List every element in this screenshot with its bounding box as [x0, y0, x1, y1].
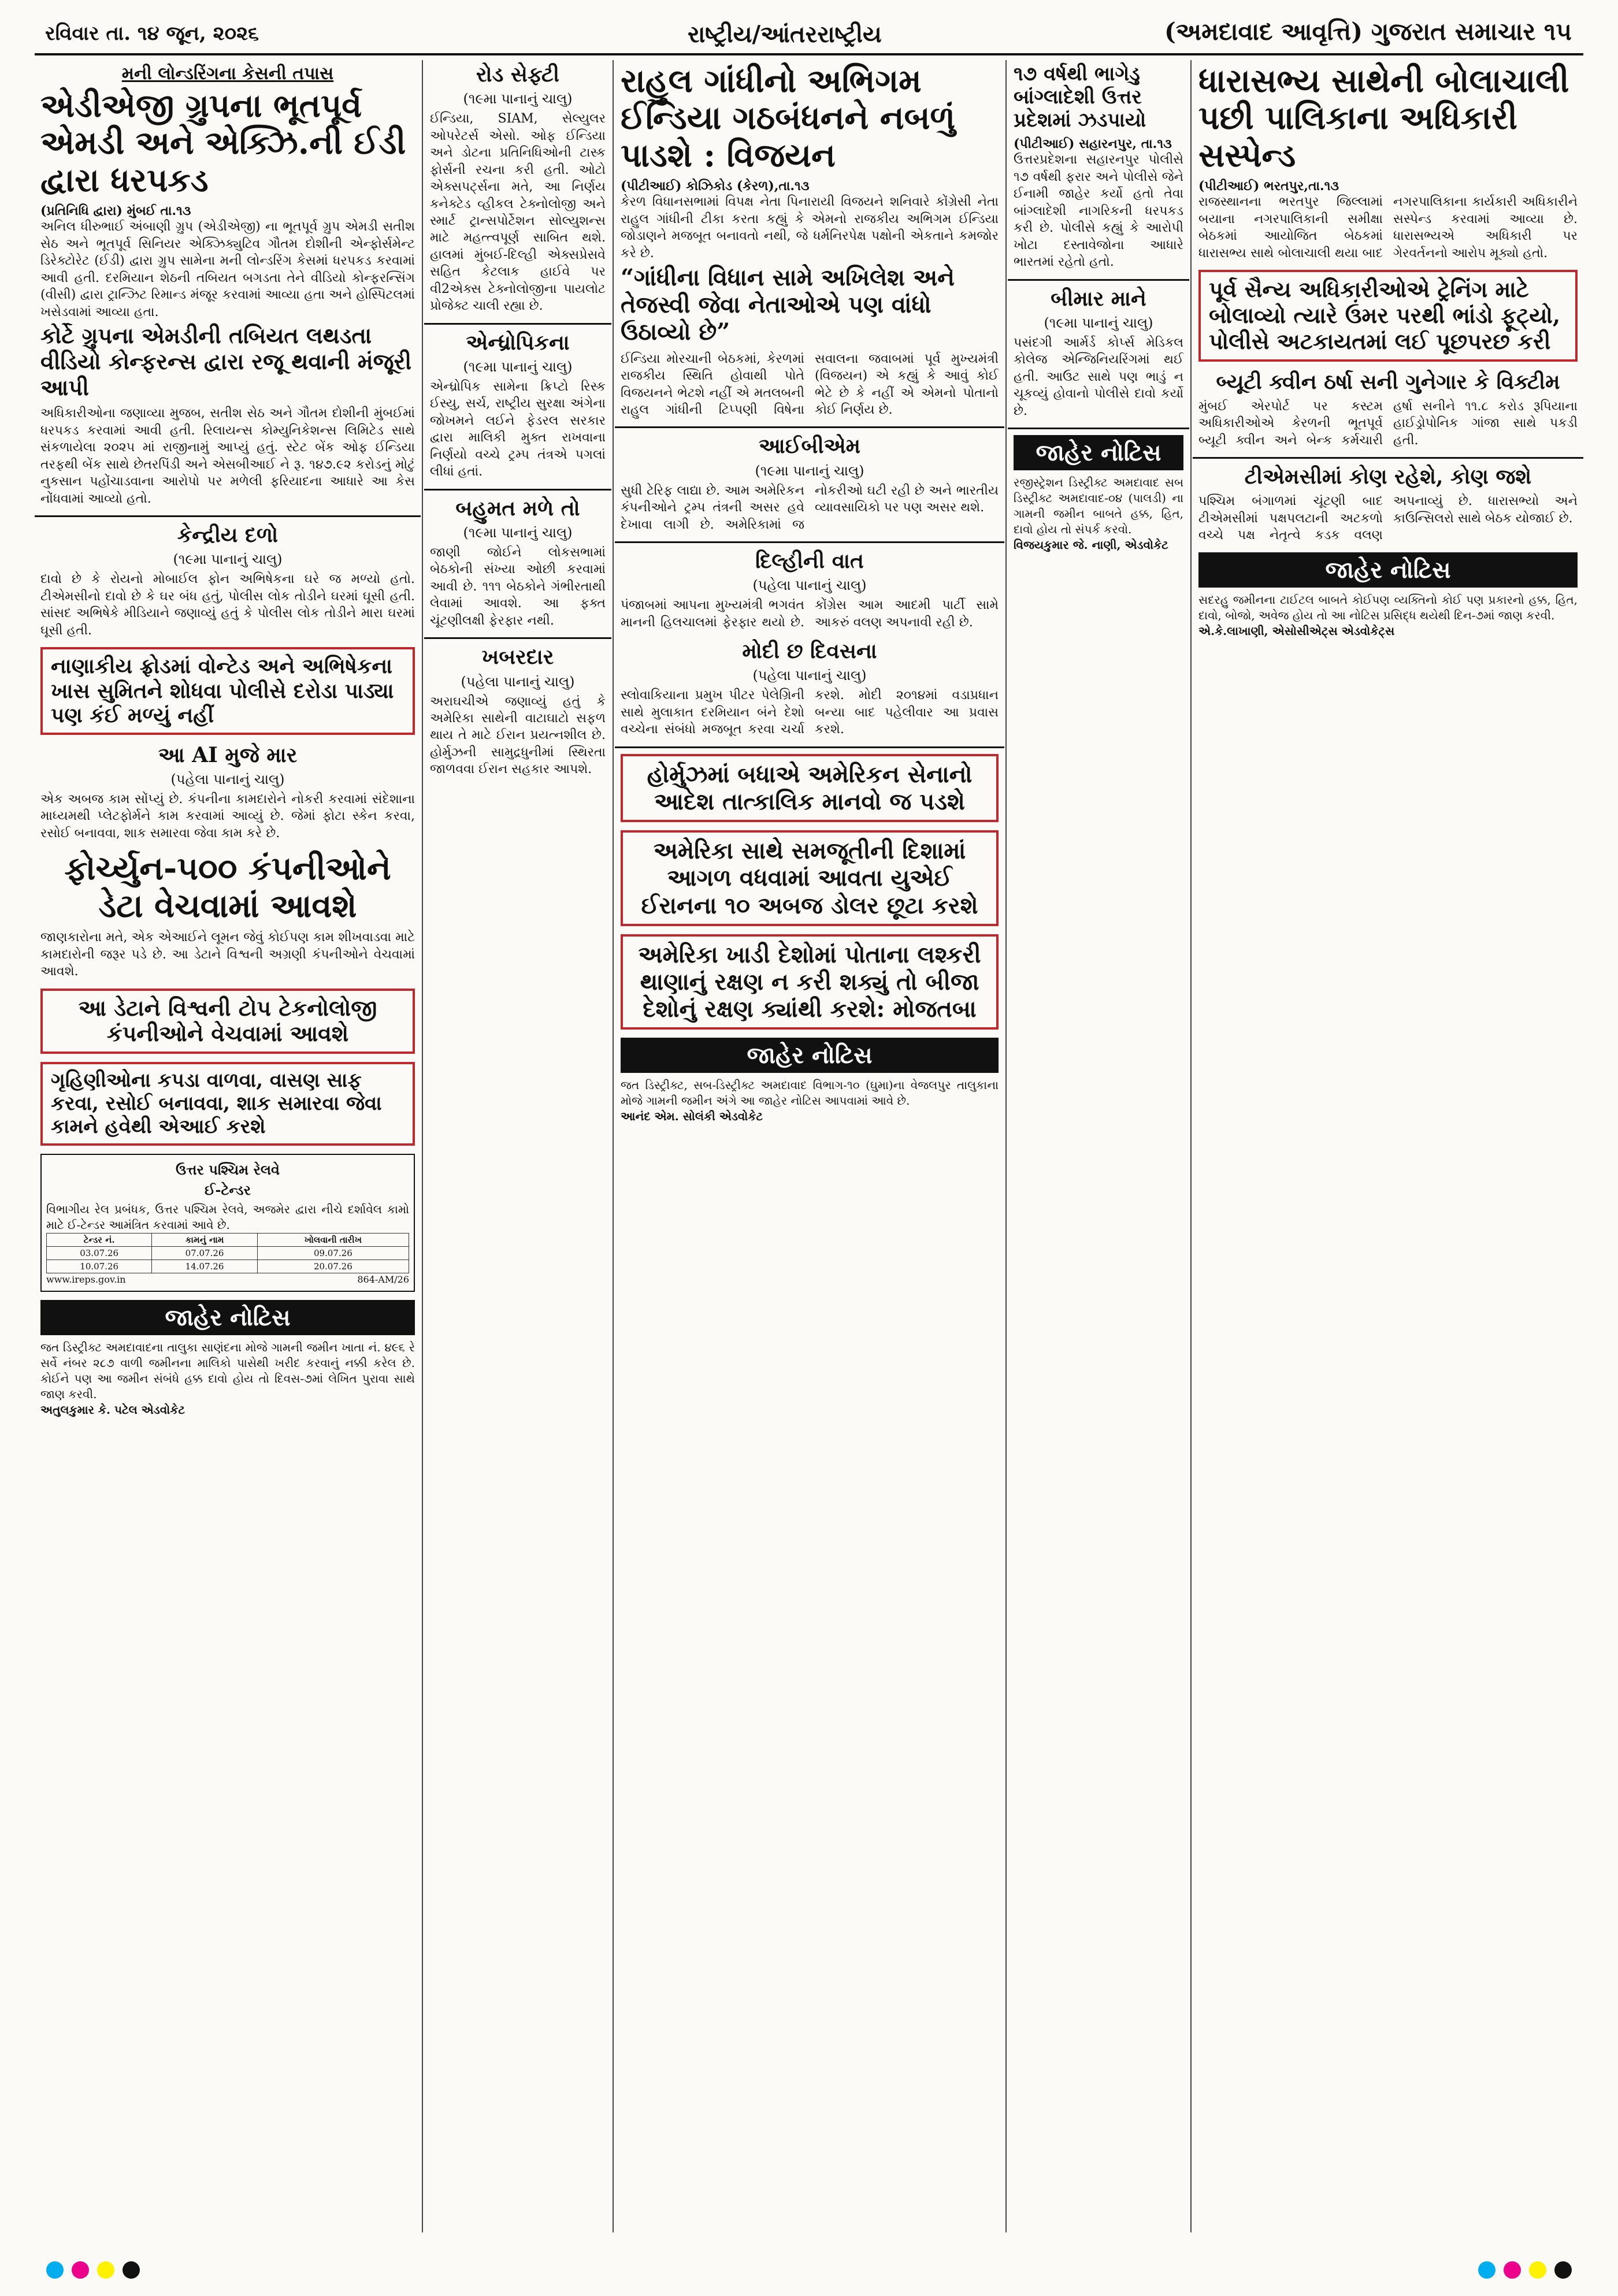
- register-dot: [97, 2261, 114, 2279]
- public-notice: [621, 1038, 999, 1124]
- headline: બીમાર માને: [1051, 286, 1146, 311]
- notice-sign: અતુલકુમાર કે. પટેલ એડવોકેટ: [40, 1402, 185, 1417]
- table-cell: 20.07.26: [257, 1260, 409, 1273]
- notice-body: જત ડિસ્ટ્રીક્ટ અમદાવાદના તાલુકા સાણંદના મોજે ગામની જમીન ખાતા નં. ૪૯૬ રે સર્વે નંબર ૨૮૭ વાળી જમીનના માલિકો પાસેથી ખરીદ કરવાનું નક્કી કરેલ છે. કોઈને પણ આ જમીન સંબંધે હક્ક દાવો હોય તો દિવસ-૭માં લેખિત પુરાવા સાથે જાણ કરવી.: [40, 1340, 415, 1401]
- box-text: ગૃહિણીઓના કપડા વાળવા, વાસણ સાફ કરવા, રસોઈ બનાવવા, શાક સમારવા જેવા કામને હવેથી એઆઈ કરશે: [51, 1069, 382, 1139]
- story-body: કેરળ વિધાનસભામાં વિપક્ષ નેતા પિનારાયી વિજયને શનિવારે કોંગ્રેસી નેતા રાહુલ ગાંધીની ટીકા કરતા કહ્યું કે એમનો રાજકીય અભિગમ ઈન્ડિયા જોડાણને મજબૂત બનાવતો નથી, જે ધર્મનિરપેક્ષ પક્ષોની એકતાને કમજોર કરે છે.: [621, 195, 999, 261]
- separator: [615, 746, 1004, 748]
- box-text: આ ડેટાને વિશ્વની ટોપ ટેકનોલોજી કંપનીઓને વેચવામાં આવશે: [78, 994, 377, 1047]
- notice-title: જાહેર નોટિસ: [621, 1038, 999, 1073]
- dateline: (પ્રતિનિધિ દ્વારા) મુંબઈ તા.૧૩: [40, 203, 191, 219]
- headline: દિલ્હીની વાત: [755, 549, 864, 574]
- headline: રોડ સેફ્ટી: [476, 62, 560, 87]
- table-header: ખોલવાની તારીખ: [257, 1234, 409, 1247]
- story-road: [430, 62, 606, 315]
- boxed-headline: [621, 934, 999, 1030]
- story-centre: [40, 523, 415, 639]
- table-cell: 09.07.26: [257, 1247, 409, 1260]
- notice-sign: એ.કે.લાખાણી, એસોસીએટ્સ એડવોકેટ્સ: [1198, 623, 1395, 638]
- dateline: (પીટીઆઈ) ભરતપુર,તા.૧૩: [1198, 179, 1339, 194]
- story-modi: [621, 639, 999, 738]
- continuation: (પહેલા પાનાનું ચાલુ): [170, 771, 285, 787]
- story-body: પંજાબમાં આપના મુખ્યમંત્રી ભગવંત માનની હિલચાલમાં ફેરફાર થયો છે. કોંગ્રેસ આમ આદમી પાર્ટી સામે આકરું વલણ અપનાવી રહી છે.: [621, 598, 999, 630]
- railway-code: 864-AM/26: [357, 1274, 409, 1286]
- story-body: ઉત્તરપ્રદેશના સહારનપુર પોલીસે ૧૭ વર્ષથી ફરાર અને પોલીસે જેને ઈનામી જાહેર કર્યો હતો તેવા બાંગ્લાદેશી નાગરિકની ધરપકડ કરી છે. પોલીસે કહ્યું કે આરોપી ખોટા દસ્તાવેજોના આધારે ભારતમાં રહેતો હતો.: [1014, 153, 1183, 270]
- headline: મોદી છ દિવસના: [742, 639, 877, 664]
- story-body: મુંબઈ એરપોર્ટ પર કસ્ટમ અધિકારીઓએ કેરળની ભૂતપૂર્વ બ્યૂટી ક્વીન અને બેન્ક કર્મચારી હર્ષા સનીને ૧૧.૮ કરોડ રૂપિયાના હાઈડ્રોપોનિક ગાંજા સાથે પકડી હતી.: [1198, 399, 1578, 448]
- notice-body: જત ડિસ્ટ્રીક્ટ, સબ-ડિસ્ટ્રીક્ટ અમદાવાદ વિભાગ-૧૦ (ઘુમા)ના વેજલપુર તાલુકાના મોજે ગામની જમીન અંગે આ જાહેર નોટિસ આપવામાં આવે છે.: [621, 1078, 999, 1108]
- header-rule: [35, 53, 1583, 55]
- railway-body: વિભાગીય રેલ પ્રબંધક, ઉત્તર પશ્ચિમ રેલવે, અજમેર દ્વારા નીચે દર્શાવેલ કામો માટે ઈ-ટેન્ડર આમંત્રિત કરવામાં આવે છે.: [46, 1202, 409, 1232]
- story-rahul: [621, 62, 999, 418]
- public-notice: [1014, 435, 1183, 553]
- column-rule: [422, 60, 423, 2232]
- separator: [424, 637, 611, 639]
- boxed-headline: [1198, 270, 1578, 361]
- story-tmc: [1198, 465, 1578, 544]
- story-body: સ્લોવાકિયાના પ્રમુખ પીટર પેલેગ્રિની સાથે મુલાકાત દરમિયાન બંને દેશો વચ્ચેના સંબંધો મજબૂત કરવા ચર્ચા કરશે. મોદી ૨૦૧૪માં વડાપ્રધાન બન્યા બાદ પહેલીવાર આ પ્રવાસ કરશે.: [621, 688, 999, 737]
- column-rule: [1190, 60, 1192, 2232]
- notice-body: રજીસ્ટ્રેશન ડિસ્ટ્રીક્ટ અમદાવાદ સબ ડિસ્ટ્રીક્ટ અમદાવાદ-૦૪ (પાલડી) ના ગામની જમીન બાબતે હક્ક, હિત, દાવો હોય તો સંપર્ક કરવો.: [1014, 475, 1183, 537]
- story-fortune: [40, 850, 415, 980]
- column-5: [1193, 60, 1583, 2232]
- register-dot: [46, 2261, 64, 2279]
- public-notice: [1198, 552, 1578, 639]
- story-body: દાવો છે કે રોયનો મોબાઈલ ફોન અભિષેકના ઘરે જ મળ્યો હતો. ટીએમસીનો દાવો છે કે ઘર બંધ હતું, પોલીસ લોક તોડીને ઘરમાં ઘૂસી હતી. સાંસદ અભિષેકે મીડિયાને જણાવ્યું હતું કે પોલીસ લોક તોડીને મારા ઘરમાં ઘૂસી હતી.: [40, 572, 415, 638]
- headline: એડીએજી ગ્રુપના ભૂતપૂર્વ એમડી અને એક્ઝિ.ની ઈડી દ્વારા ધરપકડ: [40, 87, 406, 199]
- separator: [615, 426, 1004, 428]
- registration-marks: [46, 2261, 140, 2281]
- headline: આઈબીએમ: [758, 434, 861, 459]
- public-notice: [40, 1300, 415, 1418]
- story-body: ઈન્ડિયા મોરચાની બેઠકમાં, કેરળમાં રાજકીય સ્થિતિ હોવાથી પોતે વિજયનને ભેટશે નહીં એ મતલબની રાહુલ ગાંધીની ટિપ્પણી વિષેના સવાલના જવાબમાં પૂર્વ મુખ્યમંત્રી (વિજયન) એ કહ્યું કે આવું કોઈ ભેટે છે કે નહીં એ એમનો પોતાનો કોઈ નિર્ણય છે.: [621, 351, 999, 418]
- story-body: અનિલ ધીરુભાઈ અંબાણી ગ્રુપ (એડીએજી) ના ભૂતપૂર્વ ગ્રુપ એમડી સતીશ સેઠ અને ભૂતપૂર્વ સિનિયર એક્ઝિક્યુટિવ ગૌતમ દોશીની એન્ફોર્સમેન્ટ ડિરેક્ટોરેટ (ઈડી) દ્વારા ગ્રુપ સામેના મની લોન્ડરિંગ કેસમાં ધરપકડ કરવામાં આવી હતી. દરમિયાન શેઠની તબિયત બગડતા તેને વીડિયો કોન્ફરન્સિંગ (વીસી) દ્વારા ટ્રાન્ઝિટ રિમાન્ડ મંજૂર કરવામાં આવ્યા હતા અને હોસ્પિટલમાં ખસેડવામાં આવ્યા હતા.: [40, 220, 415, 319]
- railway-table: [46, 1233, 409, 1273]
- registration-marks: [1478, 2261, 1572, 2281]
- headline: કેન્દ્રીય દળો: [177, 523, 279, 548]
- continuation: (પહેલા પાનાનું ચાલુ): [461, 673, 575, 690]
- headline: ફોર્ચ્યુન-૫૦૦ કંપનીઓને ડેટા વેચવામાં આવશે: [64, 849, 391, 925]
- notice-body: સદરહુ જમીનના ટાઈટલ બાબતે કોઈપણ વ્યક્તિનો કોઈ પણ પ્રકારનો હક્ક, હિત, દાવો, બોજો, અવેજ હોય તો આ નોટિસ પ્રસિદ્ધ થયેથી દિન-૭માં જાણ કરવી.: [1198, 592, 1578, 622]
- box-text: પૂર્વ સૈન્ય અધિકારીઓએ ટ્રેનિંગ માટે બોલાવ્યો ત્યારે ઉંમર પરથી ભાંડો ફૂટ્યો, પોલીસે અટકાયતમાં લઈ પૂછપરછ કરી: [1209, 276, 1561, 354]
- story-body: પશ્ચિમ બંગાળમાં ચૂંટણી બાદ ટીએમસીમાં પક્ષપલટાની અટકળો વચ્ચે પક્ષ નેતૃત્વે કડક વલણ અપનાવ્યું છે. ધારાસભ્યો અને કાઉન્સિલરો સાથે બેઠક યોજાઈ છે.: [1198, 494, 1578, 543]
- story-mla: [1198, 62, 1578, 262]
- continuation: (પહેલા પાનાનું ચાલુ): [752, 667, 867, 684]
- register-dot: [1529, 2261, 1546, 2279]
- railway-org: ઉત્તર પશ્ચિમ રેલવે: [176, 1161, 280, 1178]
- register-dot: [1478, 2261, 1495, 2279]
- story-ed: [40, 64, 415, 507]
- table-header: કામનું નામ: [152, 1234, 257, 1247]
- column-rule: [1005, 60, 1007, 2232]
- headline: ૧૭ વર્ષથી ભાગેડુ બાંગ્લાદેશી ઉત્તર પ્રદેશમાં ઝડપાયો: [1014, 62, 1146, 132]
- story-ibm: [621, 434, 999, 533]
- story-body: જાણી જોઈને લોકસભામાં બેઠકોની સંખ્યા ઓછી કરવામાં આવી છે. ૧૧૧ બેઠકોને ગંભીરતાથી લેવામાં આવશે. આ ફક્ત ચૂંટણીલક્ષી ફેરફાર નથી.: [430, 545, 606, 628]
- headline: બ્યૂટી ક્વીન ઠર્ષા સની ગુનેગાર કે વિક્ટીમ: [1216, 369, 1560, 394]
- table-row: [47, 1247, 409, 1260]
- box-text: હોર્મુઝમાં બધાએ અમેરિકન સેનાનો આદેશ તાત્કાલિક માનવો જ પડશે: [647, 760, 973, 815]
- story-sick: [1014, 287, 1183, 420]
- story-boy: [1014, 62, 1183, 271]
- railway-footer: [46, 1273, 409, 1286]
- notice-title: જાહેર નોટિસ: [40, 1300, 415, 1335]
- headline: રાહુલ ગાંધીનો અભિગમ ઈન્ડિયા ગઠબંધનને નબળું પાડશે : વિજયન: [621, 62, 956, 174]
- story-body: અરાઘચીએ જણાવ્યું હતું કે અમેરિકા સાથેની વાટાઘાટો સફળ થાય તે માટે ઈરાન પ્રયત્નશીલ છે. હોર્મુઝની સામુદ્રધુનીમાં સ્થિરતા જાળવવા ઈરાન સહકાર આપશે.: [430, 694, 606, 777]
- railway-title: ઈ-ટેન્ડર: [204, 1182, 251, 1199]
- continuation: (૧૯મા પાનાનું ચાલુ): [463, 525, 573, 541]
- masthead-page: (અમદાવાદ આવૃત્તિ) ગુજરાત સમાચાર ૧૫: [1164, 17, 1572, 46]
- continuation: (૧૯મા પાનાનું ચાલુ): [463, 359, 573, 375]
- separator: [1008, 279, 1189, 281]
- boxed-headline: [40, 647, 415, 734]
- headline: ટીએમસીમાં કોણ રહેશે, કોણ જશે: [1244, 465, 1532, 489]
- subheadline: કોર્ટે ગ્રુપના એમડીની તબિયત લથડતા વીડિયો કોન્ફરન્સ દ્વારા રજૂ થવાની મંજૂરી આપી: [40, 322, 412, 400]
- notice-sign: આનંદ એમ. સોલંકી એડવોકેટ: [621, 1109, 763, 1124]
- story-body: ઈન્ડિયા, SIAM, સેલ્યુલર ઓપરેટર્સ એસો. ઓફ ઈન્ડિયા અને ડોટના પ્રતિનિધિઓની ટાસ્ક ફોર્સની રચના કરી હતી. ઓટો એક્સપર્ટ્સના મતે, આ નિર્ણય કનેક્ટેડ વ્હીકલ ટેક્નોલોજી અને સ્માર્ટ ટ્રાન્સપોર્ટેશન સોલ્યુશન્સ માટે મહત્ત્વપૂર્ણ સાબિત થશે. હાલમાં મુંબઈ-દિલ્હી એક્સપ્રેસવે સહિત કેટલાક હાઈવે પર વી2એક્સ ટેક્નોલોજીના પાયલોટ પ્રોજેક્ટ ચાલી રહ્યા છે.: [430, 112, 606, 314]
- story-body: એન્ધ્રોપિક સામેના ક્રિપ્ટો રિસ્ક ઈસ્યુ, સર્ચ, રાષ્ટ્રીય સુરક્ષા અંગેના જોખમને લઈને ફેડરલ સરકાર દ્વારા માલિકી મુક્ત રાખવાના નિર્ણયો વચ્ચે ટ્રમ્પ તંત્રએ પગલાં લીધાં હતાં.: [430, 380, 606, 480]
- boxed-headline: [621, 754, 999, 822]
- boxed-headline: [40, 989, 415, 1054]
- story-body: જાણકારોના મતે, એક એઆઈને લૂમન જેવું કોઈપણ કામ શીખવાડવા માટે કામદારોની જરૂર પડે છે. આ ડેટાને વિશ્વની અગ્રણી કંપનીઓને વેચવામાં આવશે.: [40, 930, 415, 979]
- box-text: અમેરિકા ખાડી દેશોમાં પોતાના લશ્કરી થાણાનું રક્ષણ ન કરી શક્યું તો બીજા દેશોનું રક્ષણ ક્યાંથી કરશે: મોજતબા: [638, 941, 981, 1023]
- separator: [35, 515, 421, 517]
- boxed-headline: [621, 830, 999, 926]
- headline: ધારાસભ્ય સાથેની બોલાચાલી પછી પાલિકાના અધિકારી સસ્પેન્ડ: [1198, 62, 1569, 174]
- story-beauty: [1198, 370, 1578, 449]
- notice-title: જાહેર નોટિસ: [1198, 552, 1578, 588]
- story-ai: [40, 743, 415, 842]
- register-dot: [1504, 2261, 1521, 2279]
- column-rule: [613, 60, 614, 2232]
- box-text: નાણાકીય ફ્રોડમાં વોન્ટેડ અને અભિષેકના ખાસ સુમિતને શોધવા પોલીસે દરોડા પાડ્યા પણ કંઈ મળ્યું નહીં: [51, 654, 394, 728]
- story-body: પસંદગી આર્મર્ડ કોર્પ્સ મેડિકલ કોલેજ એન્જિનિયરિંગમાં થઈ હતી. આઉટ સાથે પણ ભાડું ન ચૂકવ્યું હોવાનો પોલીસે દાવો કર્યો છે.: [1014, 335, 1183, 418]
- story-body: એક અબજ કામ સોંપ્યું છે. કંપનીના કામદારોને નોકરી કરવામાં સંદેશાના માધ્યમથી પ્લેટફોર્મને કામ કરવામાં આવ્યું છે. જેમાં ફોટા સ્કેન કરવા, રસોઈ બનાવવા, શાક સમારવા જેવા કામ કરે છે.: [40, 792, 415, 841]
- dateline: (પીટીઆઈ) કોઝિકોડ (કેરળ),તા.૧૩: [621, 179, 810, 194]
- headline: આ AI મુજે માર: [158, 742, 298, 767]
- separator: [1008, 428, 1189, 429]
- section-title: રાષ્ટ્રીય/આંતરરાષ્ટ્રીય: [688, 21, 882, 48]
- railway-url: www.ireps.gov.in: [46, 1274, 126, 1286]
- separator: [424, 489, 611, 491]
- subheadline: “ગાંધીના વિધાન સામે અખિલેશ અને તેજસ્વી જેવા નેતાઓએ પણ વાંધો ઉઠાવ્યો છે”: [621, 264, 955, 346]
- continuation: (૧૯મા પાનાનું ચાલુ): [173, 551, 283, 568]
- separator: [1193, 457, 1583, 459]
- notice-sign: વિજયકુમાર જે. નાણી, એડવોકેટ: [1014, 538, 1168, 552]
- table-cell: 10.07.26: [47, 1260, 152, 1273]
- story-andhra: [430, 330, 606, 481]
- table-cell: 03.07.26: [47, 1247, 152, 1260]
- headline: બહુમત મળે તો: [455, 496, 580, 521]
- continuation: (૧૯મા પાનાનું ચાલુ): [463, 91, 573, 107]
- story-alert: [430, 645, 606, 778]
- kicker: મની લોન્ડરિંગના કેસની તપાસ: [121, 64, 334, 84]
- story-body: અધિકારીઓના જણાવ્યા મુજબ, સતીશ સેઠ અને ગૌતમ દોશીની મુંબઈમાં ધરપકડ કરવામાં આવી હતી. રિલાયન્સ કોમ્યુનિકેશન્સ લિમિટેડ સાથે સંકળાયેલા ૨૦૨૫ માં રાજીનામું આપ્યું હતું. સ્ટેટ બેંક ઓફ ઈન્ડિયા તરફથી બેંક સાથે છેતરપિંડી અને એસબીઆઈ ને રૂ. ૧૪૭.૯૨ કરોડનું મોટું નુકસાન પહોંચાડવાના આરોપો પર મળેલી ફરિયાદના આધારે આ કેસ નોંધવામાં આવ્યો હતો.: [40, 406, 415, 506]
- notice-title: જાહેર નોટિસ: [1014, 435, 1183, 470]
- edition-date: રવિવાર તા. ૧૪ જૂન, ૨૦૨૬: [45, 22, 259, 45]
- register-dot: [72, 2261, 89, 2279]
- table-row: [47, 1260, 409, 1273]
- story-delhi: [621, 549, 999, 631]
- separator: [424, 323, 611, 325]
- column-4: [1008, 60, 1189, 2232]
- story-majority: [430, 496, 606, 630]
- dateline: (પીટીઆઈ) સહારનપુર, તા.૧૩: [1014, 136, 1172, 152]
- headline: ખબરદાર: [481, 645, 554, 670]
- story-body: સુધી ટેરિફ લાદ્યા છે. આમ અમેરિકન કંપનીઓને ટ્રમ્પ તંત્રની અસર હવે દેખાવા લાગી છે. અમેરિકામાં જ નોકરીઓ ઘટી રહી છે અને ભારતીય વ્યાવસાયિકો પર પણ અસર થશે.: [621, 483, 999, 532]
- table-cell: 07.07.26: [152, 1247, 257, 1260]
- table-header: ટેન્ડર નં.: [47, 1234, 152, 1247]
- column-3: [615, 60, 1004, 2232]
- box-text: અમેરિકા સાથે સમજૂતીની દિશામાં આગળ વધવામાં આવતા યુએઈ ઈરાનના ૧૦ અબજ ડોલર છૂટા કરશે: [641, 837, 978, 919]
- register-dot: [1554, 2261, 1572, 2279]
- column-1: [35, 60, 421, 2232]
- register-dot: [123, 2261, 140, 2279]
- continuation: (૧૯મા પાનાનું ચાલુ): [1044, 314, 1153, 331]
- headline: એન્ધ્રોપિકના: [466, 330, 570, 355]
- column-2: [424, 60, 611, 2232]
- story-body: રાજસ્થાનના ભરતપુર જિલ્લામાં બયાના નગરપાલિકાની સમીક્ષા બેઠકમાં આયોજિત બેઠકમાં ધારાસભ્ય સાથે બોલાચાલી થયા બાદ નગરપાલિકાના કાર્યકારી અધિકારીને સસ્પેન્ડ કરવામાં આવ્યા છે. ધારાસભ્યએ અધિકારી પર ગેરવર્તનનો આરોપ મૂક્યો હતો.: [1198, 195, 1578, 261]
- table-cell: 14.07.26: [152, 1260, 257, 1273]
- continuation: (પહેલા પાનાનું ચાલુ): [752, 577, 867, 594]
- separator: [615, 541, 1004, 543]
- continuation: (૧૯મા પાનાનું ચાલુ): [755, 462, 864, 479]
- boxed-headline: [40, 1062, 415, 1145]
- railway-tender: [40, 1154, 415, 1292]
